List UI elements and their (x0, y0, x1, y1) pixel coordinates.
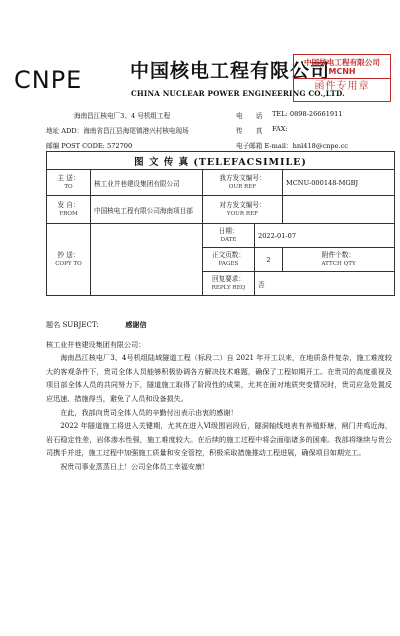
attach-label: 附件个数： ATTCH QTY (283, 248, 395, 272)
pages-value: 2 (255, 248, 283, 272)
postcode-line: 邮编 POST CODE: 572700 (46, 142, 133, 150)
reply-label: 回复要求： REPLY REQ (203, 272, 255, 296)
to-label: 主 送： TO (47, 170, 91, 196)
our-ref-value: MCNU-000148-MGBJ (283, 170, 395, 196)
project-name: 海南昌江核电厂3、4 号机组工程 (74, 112, 171, 120)
salutation: 核工业井巷建设集团有限公司： (46, 339, 146, 349)
date-label: 日期： DATE (203, 224, 255, 248)
pages-label: 正文页数： PAGES (203, 248, 255, 272)
paragraph-1: 海南昌江核电厂3、4号机组陆域隧道工程（标段二）自 2021 年开工以来，在地质条件复杂，施工难度较大的客观条件下，贵司全体人员能够积极协调各方解决技术难题，确保了工程如期开工。在贵司的高度重视及项目部全体人员的共同努力下，隧道施工取得了阶段性的成果，尤其在面对地质突变情况时，贵司应急处置反应迅速、措施得当，避免了人员和设备损失。 (46, 353, 392, 403)
date-value: 2022-01-07 (255, 224, 395, 248)
company-logo: CNPE (14, 66, 83, 94)
subject-label: 题名 SUBJECT: (46, 320, 99, 329)
your-ref-value (283, 196, 395, 224)
paragraph-2: 在此，我部向贵司全体人员的辛勤付出表示由衷的感谢！ (60, 407, 238, 417)
fax-label: 传 真 (236, 127, 263, 135)
subject-line (46, 318, 392, 332)
our-ref-label: 我方发文编号： OUR REF (203, 170, 283, 196)
cc-value (91, 224, 203, 296)
paragraph-4: 祝贵司事业蒸蒸日上！公司全体员工幸福安康！ (60, 461, 210, 471)
company-name-en: CHINA NUCLEAR POWER ENGINEERING CO.,LTD. (131, 89, 345, 98)
fax-header-table (46, 151, 395, 296)
tel-value: TEL: 0898-26661911 (272, 110, 343, 118)
seal-label: 函件专用章 (314, 81, 370, 92)
email-line: 电子邮箱 E-mail：hnl418@cnpe.cc (236, 142, 348, 150)
letter-body (46, 318, 392, 474)
subject-title: 感谢信 (125, 320, 147, 329)
tel-label: 电 话 (236, 112, 263, 120)
reply-value: 否 (255, 272, 395, 296)
fax-title: 图 文 传 真 (TELEFACSIMILE) (47, 152, 395, 170)
official-seal (293, 54, 391, 102)
from-value: 中国核电工程有限公司海南项目部 (91, 196, 203, 224)
cc-label: 抄 送： COPY TO (47, 224, 91, 296)
seal-company: 中国核电工程有限公司 (304, 58, 380, 67)
from-label: 发 自： FROM (47, 196, 91, 224)
company-name-cn: 中国核电工程有限公司 (130, 60, 331, 82)
fax-value: FAX: (272, 125, 288, 133)
seal-code: MCNH (294, 67, 390, 79)
address-line: 地址 ADD：海南省昌江县海尾镇港兴村核电现场 (46, 127, 189, 135)
your-ref-label: 对方发文编号： YOUR REF (203, 196, 283, 224)
paragraph-3: 2022 年隧道施工将进入关键期，尤其在进入Ⅵ级围岩段后，隧洞轴线地表有养殖虾塘，闸门井鸡近海，岩石稳定性差，岩体渗水性强，施工难度较大。在后续的施工过程中将会面临诸多的困难。我部将继续与贵公司携手并进，施工过程中加强施工质量和安全管控，积极采取措施推动工程进展，确保项目如期完工。 (46, 421, 392, 458)
to-value: 核工业井巷建设集团有限公司 (91, 170, 203, 196)
